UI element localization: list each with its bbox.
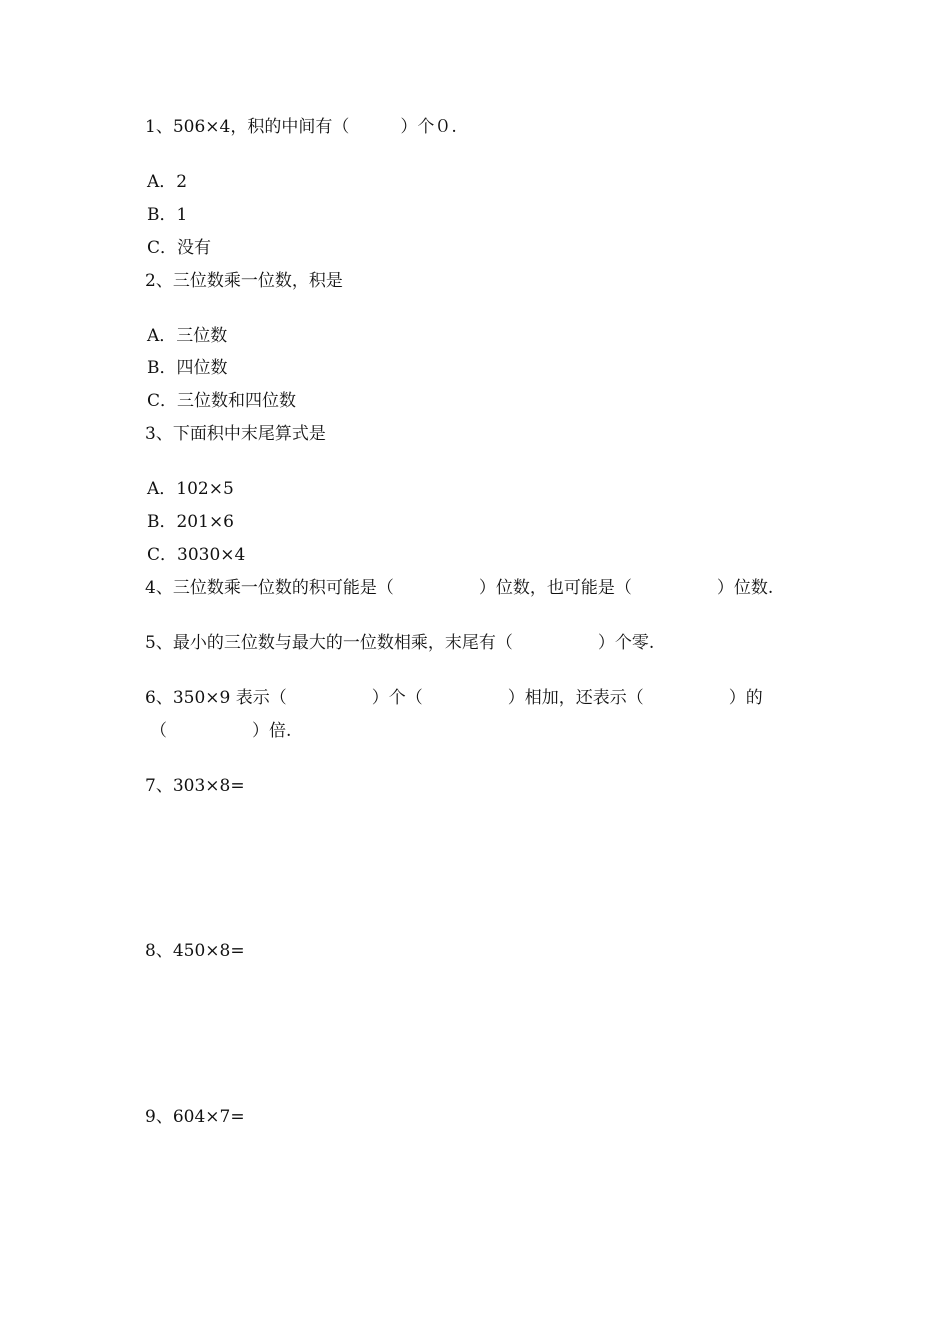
question-2-option-a: A．三位数 xyxy=(147,326,228,346)
question-5-text: 5、最小的三位数与最大的一位数相乘，末尾有（ ）个零. xyxy=(145,633,655,653)
question-3-option-a: A．102×5 xyxy=(147,479,234,499)
question-9-text: 9、604×7= xyxy=(145,1107,245,1127)
question-2-option-b: B．四位数 xyxy=(147,358,228,378)
question-8-text: 8、450×8= xyxy=(145,941,245,961)
question-3-option-b: B．201×6 xyxy=(147,512,235,532)
question-6-text: 6、350×9 表示（ ）个（ ）相加，还表示（ ）的 xyxy=(145,688,763,708)
question-2-option-c: C．三位数和四位数 xyxy=(147,391,297,411)
question-1-option-c: C．没有 xyxy=(147,238,212,258)
question-1-option-a: A．2 xyxy=(147,172,188,192)
question-2-text: 2、三位数乘一位数，积是 xyxy=(145,271,343,291)
question-7-text: 7、303×8= xyxy=(145,776,245,796)
question-1-option-b: B．1 xyxy=(147,205,188,225)
question-3-option-c: C．3030×4 xyxy=(147,545,246,565)
question-3-text: 3、下面积中末尾算式是 xyxy=(145,424,326,444)
question-6-continuation: （ ）倍. xyxy=(150,721,292,741)
question-1-text: 1、506×4，积的中间有（ ）个０. xyxy=(145,117,457,137)
question-4-text: 4、三位数乘一位数的积可能是（ ）位数，也可能是（ ）位数. xyxy=(145,578,774,598)
